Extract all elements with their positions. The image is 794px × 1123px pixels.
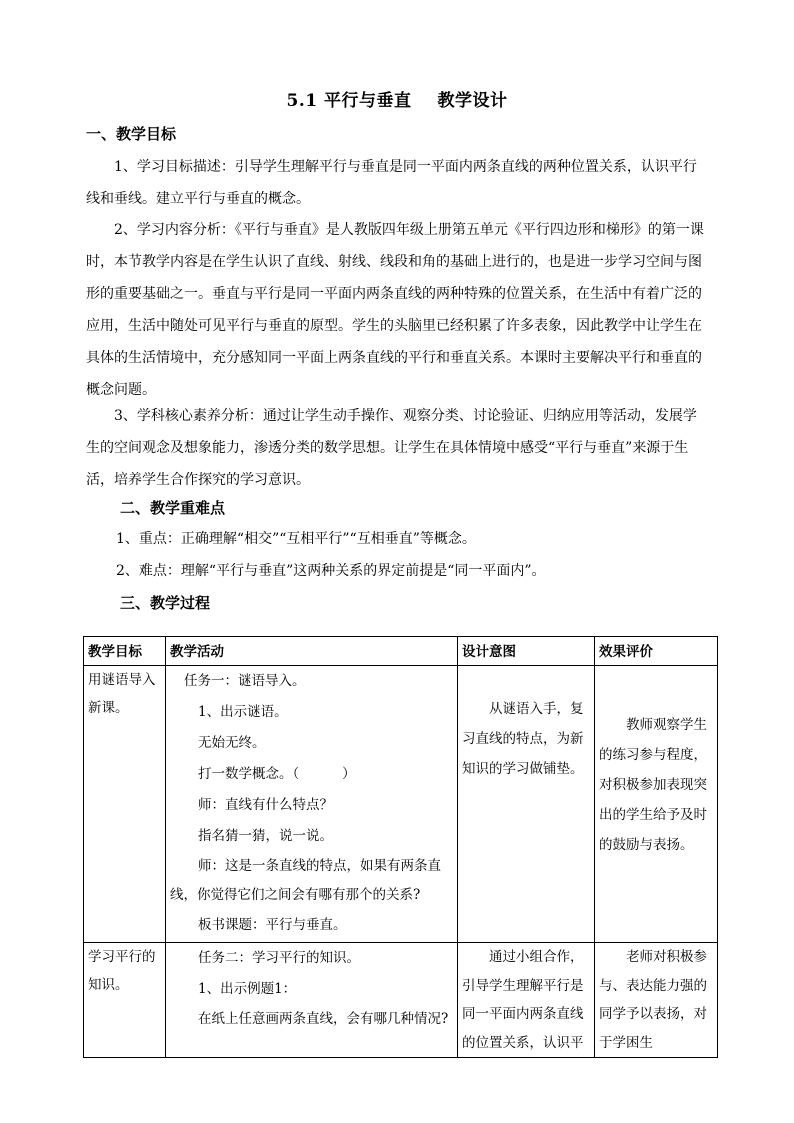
activity-line: 师：这是一条直线的特点，如果有两条直线，你觉得它们之间会有哪有那个的关系?	[170, 858, 441, 903]
activity-line: 指名猜一猜，说一说。	[198, 828, 333, 844]
objective-paragraph: 1、学习目标描述：引导学生理解平行与垂直是同一平面内两条直线的两种位置关系，认识平行线和垂线。建立平行与垂直的概念。	[86, 159, 697, 207]
section3-heading: 三、教学过程	[120, 594, 211, 612]
activity-line: 1、出示例题1：	[198, 981, 297, 997]
header-evaluation: 效果评价	[595, 637, 718, 666]
row1-evaluation: 教师观察学生的练习参与程度，对积极参加表现突出的学生给予及时的鼓励与表扬。	[599, 717, 707, 853]
lesson-process-table	[83, 636, 718, 1058]
title-part1: 5.1 平行与垂直	[286, 91, 412, 111]
key-point-line: 1、重点：正确理解“相交”“互相平行”“互相垂直”等概念。	[116, 531, 476, 547]
row2-evaluation: 老师对积极参与、表达能力强的同学予以表扬，对于学困生	[599, 949, 707, 1051]
activity-line: 任务一：谜语导入。	[184, 673, 306, 689]
row2-intent: 通过小组合作，引导学生理解平行是同一平面内两条直线的位置关系，认识平	[462, 949, 584, 1051]
activity-line: 无始无终。	[198, 735, 266, 751]
table-header-row	[84, 637, 718, 666]
row1-goal: 用谜语导入新课。	[84, 666, 166, 943]
activity-line: 在纸上任意画两条直线，会有哪几种情况?	[198, 1011, 449, 1027]
table-row	[84, 666, 718, 943]
row1-activities	[166, 666, 458, 943]
activity-line: 任务二：学习平行的知识。	[198, 950, 360, 966]
activity-line: 板书课题：平行与垂直。	[198, 917, 347, 933]
section2-heading: 二、教学重难点	[120, 499, 226, 517]
row2-goal: 学习平行的知识。	[84, 943, 166, 1058]
row1-intent: 从谜语入手，复习直线的特点，为新知识的学习做铺垫。	[462, 701, 584, 777]
section1-heading: 一、教学目标	[86, 125, 177, 143]
activity-line: 打一数学概念。（ ）	[198, 766, 356, 782]
header-activity: 教学活动	[166, 637, 458, 666]
row2-activities	[166, 943, 458, 1058]
title-part2: 教学设计	[437, 91, 508, 111]
page-title	[0, 86, 794, 111]
activity-line: 师：直线有什么特点？	[198, 797, 333, 813]
table-row	[84, 943, 718, 1058]
content-analysis-paragraph: 2、学习内容分析：《平行与垂直》是人教版四年级上册第五单元《平行四边形和梯形》的第一课时，本节教学内容是在学生认识了直线、射线、线段和角的基础上进行的，也是进一步学习空间与图形的重要基础之一。垂直与平行是同一平面内两条直线的两种特殊的位置关系，在生活中有着广泛的应用，生活中随处可见平行与垂直的原型。学生的头脑里已经积累了许多表象，因此教学中让学生在具体的生活情境中，充分感知同一平面上两条直线的平行和垂直关系。本课时主要解决平行和垂直的概念问题。	[86, 222, 704, 398]
core-literacy-paragraph: 3、学科核心素养分析：通过让学生动手操作、观察分类、讨论验证、归纳应用等活动，发展学生的空间观念及想象能力，渗透分类的数学思想。让学生在具体情境中感受“平行与垂直”来源于生活，培养学生合作探究的学习意识。	[86, 408, 697, 488]
header-goal: 教学目标	[84, 637, 166, 666]
header-intent: 设计意图	[458, 637, 595, 666]
activity-line: 1、出示谜语。	[198, 704, 288, 720]
difficulty-line: 2、难点：理解“平行与垂直”这两种关系的界定前提是“同一平面内”。	[116, 563, 546, 579]
